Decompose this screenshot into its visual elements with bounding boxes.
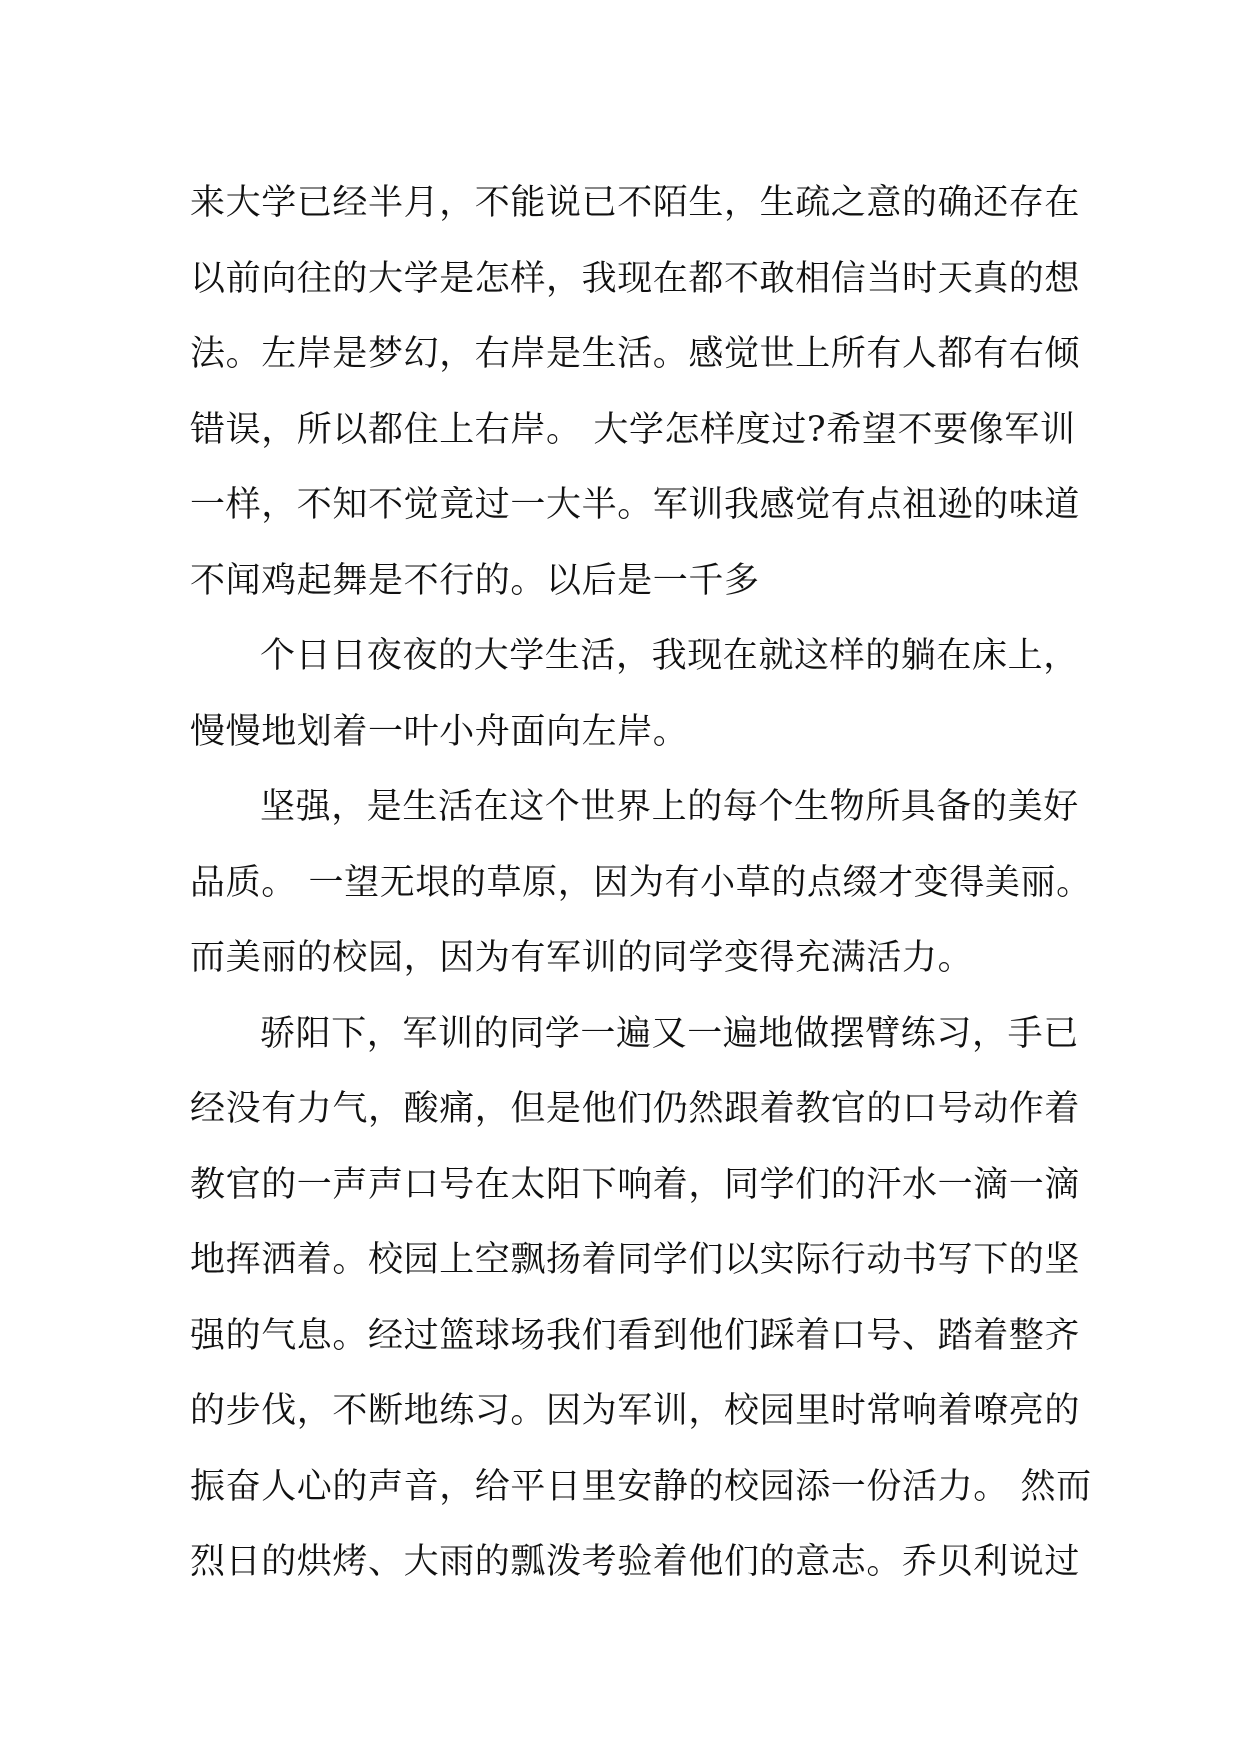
- text-line: 错误，所以都住上右岸。 大学怎样度过?希望不要像军训: [190, 409, 1076, 450]
- text-line: 烈日的烘烤、大雨的瓢泼考验着他们的意志。乔贝利说过: [190, 1542, 1081, 1582]
- text-line: 的步伐，不断地练习。因为军训，校园里时常响着嘹亮的: [190, 1391, 1081, 1431]
- paragraph-first-line: 骄阳下，军训的同学一遍又一遍地做摆臂练习，手已: [260, 1013, 1079, 1054]
- text-line: 经没有力气，酸痛，但是他们仍然跟着教官的口号动作着: [190, 1089, 1081, 1129]
- text-line: 品质。 一望无垠的草原，因为有小草的点缀才变得美丽。: [190, 862, 1092, 903]
- text-line: 地挥洒着。校园上空飘扬着同学们以实际行动书写下的坚: [190, 1240, 1081, 1280]
- paragraph-first-line: 坚强，是生活在这个世界上的每个生物所具备的美好: [260, 787, 1079, 827]
- text-line: 来大学已经半月，不能说已不陌生，生疏之意的确还存在: [190, 183, 1081, 223]
- text-line: 振奋人心的声音，给平日里安静的校园添一份活力。 然而: [190, 1466, 1092, 1507]
- text-line: 而美丽的校园，因为有军训的同学变得充满活力。: [190, 938, 974, 978]
- text-line: 不闻鸡起舞是不行的。以后是一千多: [190, 560, 760, 601]
- text-line: 教官的一声声口号在太阳下响着，同学们的汗水一滴一滴: [190, 1164, 1081, 1205]
- text-line: 慢慢地划着一叶小舟面向左岸。: [190, 711, 689, 752]
- text-line: 强的气息。经过篮球场我们看到他们踩着口号、踏着整齐: [190, 1315, 1081, 1356]
- document-body-text: [190, 166, 1092, 1601]
- text-line: 法。左岸是梦幻，右岸是生活。感觉世上所有人都有右倾: [190, 334, 1081, 374]
- text-line: 以前向往的大学是怎样，我现在都不敢相信当时天真的想: [190, 258, 1081, 299]
- paragraph-first-line: 个日日夜夜的大学生活，我现在就这样的躺在床上，: [260, 636, 1079, 676]
- text-line: 一样，不知不觉竟过一大半。军训我感觉有点祖逊的味道: [190, 485, 1081, 525]
